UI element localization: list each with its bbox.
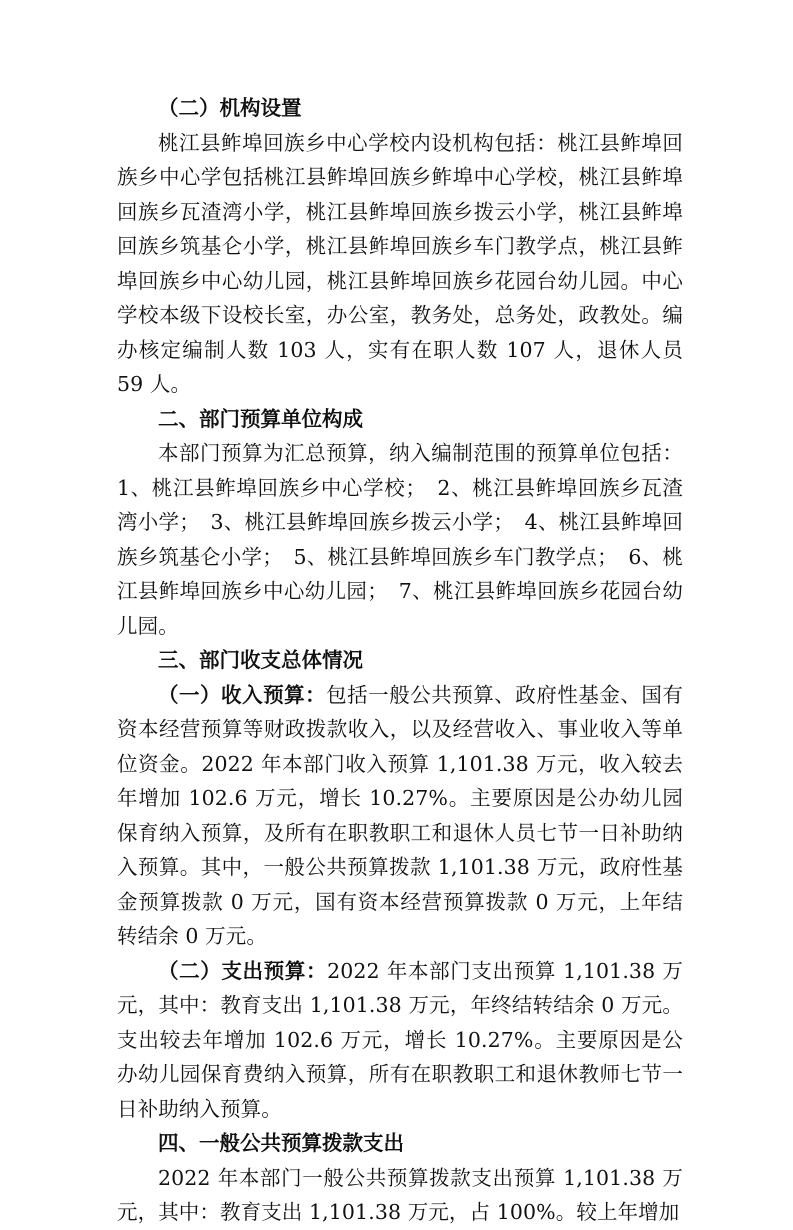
income-body: 包括一般公共预算、政府性基金、国有资本经营预算等财政拨款收入，以及经营收入、事业收入等单位资金。2022 年本部门收入预算 1,101.38 万元，收入较去年增加 102.6 万元，增长 10.27%。主要原因是公办幼儿园保育纳入预算，及所有在职教职工和退休人员七节一日补助纳入预算。其中，一般公共预算拨款 1,101.38 万元，政府性基金预算拨款 0 万元，国有资本经营预算拨款 0 万元，上年结转结余 0 万元。 — [117, 682, 683, 948]
paragraph-income-budget — [117, 678, 683, 954]
heading-org-setup: （二）机构设置 — [158, 96, 302, 120]
expense-lead: （二）支出预算： — [158, 958, 328, 983]
paragraph-budget-units: 本部门预算为汇总预算，纳入编制范围的预算单位包括：1、桃江县鲊埠回族乡中心学校； 2、桃江县鲊埠回族乡瓦渣湾小学； 3、桃江县鲊埠回族乡拨云小学； 4、桃江县鲊埠回族乡筑基仑小学； 5、桃江县鲊埠回族乡车门教学点； 6、桃江县鲊埠回族乡中心幼儿园； 7、桃江县鲊埠回族乡花园台幼儿园。 — [117, 441, 683, 638]
paragraph-expense-budget — [117, 954, 683, 1127]
heading-general-budget: 四、一般公共预算拨款支出 — [158, 1131, 404, 1155]
heading-budget-units: 二、部门预算单位构成 — [158, 406, 363, 431]
income-lead: （一）收入预算： — [158, 682, 327, 707]
paragraph-general-budget: 2022 年本部门一般公共预算拨款支出预算 1,101.38 万元，其中：教育支出 1,101.38 万元，占 100%。较上年增加 — [117, 1165, 683, 1224]
document-body — [117, 91, 683, 1230]
expense-body: 2022 年本部门支出预算 1,101.38 万元，其中：教育支出 1,101.38 万元，年终结转结余 0 万元。支出较去年增加 102.6 万元，增长 10.27%。主要原因是公办幼儿园保育费纳入预算，所有在职教职工和退休教师七节一日补助纳入预算。 — [117, 958, 683, 1121]
heading-overall-situation: 三、部门收支总体情况 — [158, 648, 363, 672]
paragraph-org-setup: 桃江县鲊埠回族乡中心学校内设机构包括：桃江县鲊埠回族乡中心学包括桃江县鲊埠回族乡鲊埠中心学校，桃江县鲊埠回族乡瓦渣湾小学，桃江县鲊埠回族乡拨云小学，桃江县鲊埠回族乡筑基仑小学，桃江县鲊埠回族乡车门教学点，桃江县鲊埠回族乡中心幼儿园，桃江县鲊埠回族乡花园台幼儿园。中心学校本级下设校长室，办公室，教务处，总务处，政教处。编办核定编制人数 103 人，实有在职人数 107 人，退休人员 59 人。 — [117, 130, 683, 396]
